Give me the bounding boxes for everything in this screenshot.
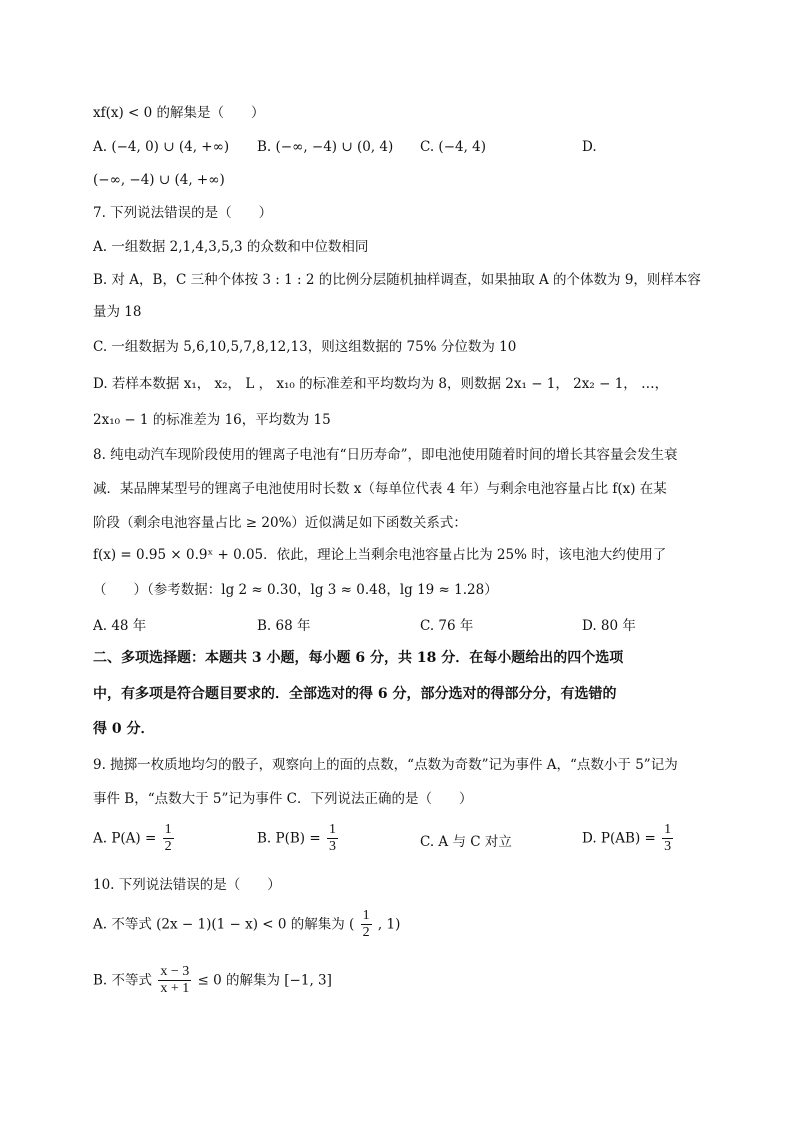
q9-option-a-fraction [163, 822, 174, 855]
q7-option-b-line2: 量为 18 [93, 304, 142, 320]
q10-option-b [93, 964, 332, 997]
section2-heading-line2: 中，有多项是符合题目要求的．全部选对的得 6 分，部分选对的得部分分，有选错的 [93, 686, 617, 702]
q6-option-c: C. (−4, 4) [420, 139, 487, 155]
q9-option-a [93, 822, 176, 855]
q7-option-b-line1: B. 对 A，B，C 三种个体按 3 : 1 : 2 的比例分层随机抽样调查，如果抽取 A 的个体数为 9，则样本容 [93, 272, 701, 288]
q8-option-c: C. 76 年 [420, 618, 474, 634]
q10-option-a [93, 908, 400, 941]
q9-option-d-prefix: D. P(AB) = [582, 830, 656, 847]
q6-option-a: A. (−4, 0) ∪ (4, +∞) [93, 139, 230, 155]
q10-option-b-numerator: x − 3 [160, 964, 190, 979]
q9-option-d-numerator: 1 [664, 822, 672, 837]
q9-option-b-denominator: 3 [328, 839, 336, 854]
q9-option-c: C. A 与 C 对立 [420, 834, 512, 850]
q9-line2: 事件 B，“点数大于 5”记为事件 C．下列说法正确的是（ ） [93, 791, 473, 807]
section2-heading-line1: 二、多项选择题：本题共 3 小题，每小题 6 分，共 18 分．在每小题给出的四个选项 [93, 650, 624, 666]
q7-option-c: C. 一组数据为 5,6,10,5,7,8,12,13，则这组数据的 75% 分位数为 10 [93, 339, 517, 355]
section2-heading-line3: 得 0 分． [93, 721, 155, 737]
q8-option-b: B. 68 年 [257, 618, 311, 634]
q7-option-d-line1: D. 若样本数据 x₁， x₂， L ， x₁₀ 的标准差和平均数均为 8，则数据 2x₁ − 1， 2x₂ − 1， …， [93, 376, 669, 392]
q6-stem: xf(x) < 0 的解集是（ ） [93, 105, 265, 121]
q6-option-b: B. (−∞, −4) ∪ (0, 4) [257, 139, 394, 155]
q9-option-b-numerator: 1 [328, 822, 336, 837]
q8-line2: 减．某品牌某型号的锂离子电池使用时长数 x（每单位代表 4 年）与剩余电池容量占比 f(x) 在某 [93, 481, 667, 497]
q8-option-a: A. 48 年 [93, 618, 147, 634]
q10-option-a-fraction [361, 908, 372, 941]
q10-option-a-numerator: 1 [362, 908, 370, 923]
q10-option-b-suffix: ≤ 0 的解集为 [−1, 3] [197, 972, 332, 989]
q10-option-b-fraction [158, 964, 191, 997]
q9-option-d [582, 822, 675, 855]
q8-option-d: D. 80 年 [582, 618, 636, 634]
q6-option-d: D. [582, 139, 597, 155]
q9-option-b-fraction [327, 822, 338, 855]
q8-reference-data: （ ）（参考数据：lg 2 ≈ 0.30，lg 3 ≈ 0.48，lg 19 ≈ 1.28） [93, 582, 498, 598]
q10-option-a-suffix: , 1) [377, 916, 401, 933]
q9-option-b [257, 822, 340, 855]
q9-option-d-fraction [662, 822, 673, 855]
q9-option-b-prefix: B. P(B) = [257, 830, 321, 847]
q9-option-a-numerator: 1 [164, 822, 172, 837]
q10-stem: 10. 下列说法错误的是（ ） [93, 877, 281, 893]
q9-option-d-denominator: 3 [664, 839, 672, 854]
q8-formula-line: f(x) = 0.95 × 0.9ˣ + 0.05．依此，理论上当剩余电池容量占比为 25% 时，该电池大约使用了 [93, 547, 667, 563]
q9-line1: 9. 抛掷一枚质地均匀的骰子，观察向上的面的点数，“点数为奇数”记为事件 A，“点数小于 5”记为 [93, 757, 678, 773]
q9-option-a-denominator: 2 [164, 839, 172, 854]
q10-option-a-prefix: A. 不等式 (2x − 1)(1 − x) < 0 的解集为 ( [93, 916, 355, 933]
q8-line3: 阶段（剩余电池容量占比 ≥ 20%）近似满足如下函数关系式： [93, 515, 467, 531]
q7-option-a: A. 一组数据 2,1,4,3,5,3 的众数和中位数相同 [93, 239, 369, 255]
q9-option-a-prefix: A. P(A) = [93, 830, 157, 847]
q7-stem: 7. 下列说法错误的是（ ） [93, 205, 273, 221]
q7-option-d-line2: 2x₁₀ − 1 的标准差为 16，平均数为 15 [93, 412, 331, 428]
q10-option-a-denominator: 2 [362, 925, 370, 940]
q10-option-b-prefix: B. 不等式 [93, 972, 153, 989]
q6-option-d-value: (−∞, −4) ∪ (4, +∞) [93, 172, 225, 188]
q10-option-b-denominator: x + 1 [160, 981, 190, 996]
q8-line1: 8. 纯电动汽车现阶段使用的锂离子电池有“日历寿命”，即电池使用随着时间的增长其容量会发生衰 [93, 447, 678, 463]
